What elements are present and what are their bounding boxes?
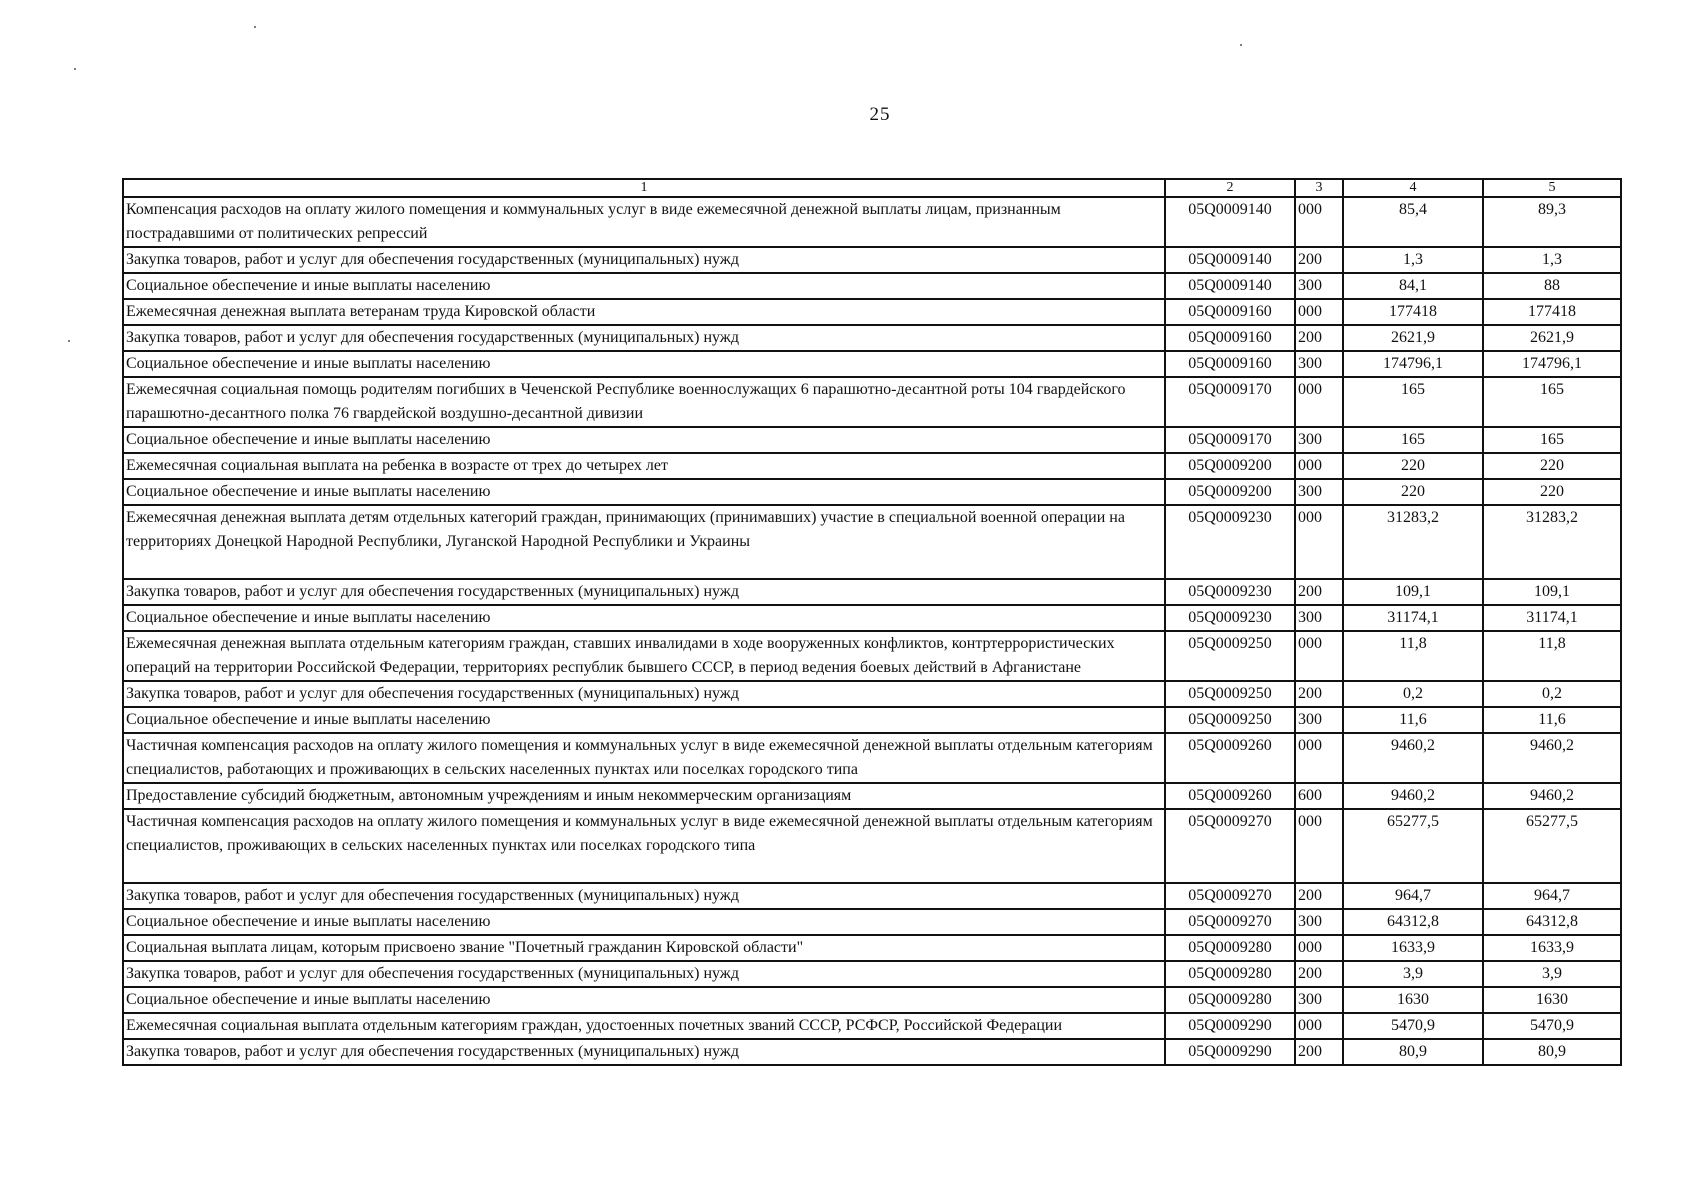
target-code-cell: 05Q0009200	[1165, 479, 1295, 505]
expense-type-cell: 300	[1295, 479, 1343, 505]
target-code-cell: 05Q0009260	[1165, 733, 1295, 783]
table-row	[123, 909, 1621, 935]
expense-type-cell: 200	[1295, 325, 1343, 351]
target-code-cell: 05Q0009140	[1165, 273, 1295, 299]
row-name-cell: Социальная выплата лицам, которым присвоено звание "Почетный гражданин Кировской области"	[123, 935, 1165, 961]
table-row	[123, 197, 1621, 247]
amount-year1-cell: 9460,2	[1343, 783, 1483, 809]
expense-type-cell: 300	[1295, 987, 1343, 1013]
table-row	[123, 505, 1621, 579]
target-code-cell: 05Q0009250	[1165, 631, 1295, 681]
table-row	[123, 681, 1621, 707]
table-row	[123, 605, 1621, 631]
table-row	[123, 351, 1621, 377]
target-code-cell: 05Q0009170	[1165, 377, 1295, 427]
target-code-cell: 05Q0009280	[1165, 935, 1295, 961]
row-name-cell: Компенсация расходов на оплату жилого помещения и коммунальных услуг в виде ежемесячной денежной выплаты лицам, признанным пострадавшими от политических репрессий	[123, 197, 1165, 247]
table-row	[123, 299, 1621, 325]
table-row	[123, 427, 1621, 453]
table-row	[123, 579, 1621, 605]
amount-year2-cell: 11,6	[1483, 707, 1621, 733]
amount-year1-cell: 11,6	[1343, 707, 1483, 733]
table-row	[123, 733, 1621, 783]
amount-year2-cell: 11,8	[1483, 631, 1621, 681]
amount-year2-cell: 109,1	[1483, 579, 1621, 605]
table-row	[123, 1013, 1621, 1039]
amount-year2-cell: 1633,9	[1483, 935, 1621, 961]
row-name-cell: Закупка товаров, работ и услуг для обеспечения государственных (муниципальных) нужд	[123, 883, 1165, 909]
target-code-cell: 05Q0009140	[1165, 247, 1295, 273]
amount-year1-cell: 64312,8	[1343, 909, 1483, 935]
row-name-cell: Закупка товаров, работ и услуг для обеспечения государственных (муниципальных) нужд	[123, 681, 1165, 707]
amount-year1-cell: 31283,2	[1343, 505, 1483, 579]
amount-year1-cell: 85,4	[1343, 197, 1483, 247]
amount-year1-cell: 220	[1343, 479, 1483, 505]
column-header: 2	[1165, 179, 1295, 197]
amount-year2-cell: 80,9	[1483, 1039, 1621, 1065]
row-name-cell: Ежемесячная денежная выплата ветеранам труда Кировской области	[123, 299, 1165, 325]
table-row	[123, 783, 1621, 809]
amount-year1-cell: 1630	[1343, 987, 1483, 1013]
table-row	[123, 707, 1621, 733]
target-code-cell: 05Q0009160	[1165, 325, 1295, 351]
column-header: 3	[1295, 179, 1343, 197]
row-name-cell: Социальное обеспечение и иные выплаты населению	[123, 479, 1165, 505]
row-name-cell: Ежемесячная социальная выплата отдельным категориям граждан, удостоенных почетных званий СССР, РСФСР, Российской Федерации	[123, 1013, 1165, 1039]
row-name-cell: Социальное обеспечение и иные выплаты населению	[123, 273, 1165, 299]
amount-year2-cell: 220	[1483, 453, 1621, 479]
expense-type-cell: 300	[1295, 273, 1343, 299]
amount-year1-cell: 84,1	[1343, 273, 1483, 299]
expense-type-cell: 300	[1295, 427, 1343, 453]
table-row	[123, 479, 1621, 505]
row-name-cell: Закупка товаров, работ и услуг для обеспечения государственных (муниципальных) нужд	[123, 1039, 1165, 1065]
expense-type-cell: 200	[1295, 681, 1343, 707]
expense-type-cell: 600	[1295, 783, 1343, 809]
row-name-cell: Социальное обеспечение и иные выплаты населению	[123, 427, 1165, 453]
amount-year2-cell: 65277,5	[1483, 809, 1621, 883]
amount-year2-cell: 3,9	[1483, 961, 1621, 987]
table-row	[123, 273, 1621, 299]
row-name-cell: Ежемесячная социальная помощь родителям погибших в Чеченской Республике военнослужащих 6 парашютно-десантной роты 104 гвардейского парашютно-десантного полка 76 гвардейской воздушно-десантной дивизии	[123, 377, 1165, 427]
row-name-cell: Социальное обеспечение и иные выплаты населению	[123, 707, 1165, 733]
target-code-cell: 05Q0009290	[1165, 1039, 1295, 1065]
column-header: 1	[123, 179, 1165, 197]
row-name-cell: Социальное обеспечение и иные выплаты населению	[123, 605, 1165, 631]
amount-year2-cell: 2621,9	[1483, 325, 1621, 351]
target-code-cell: 05Q0009230	[1165, 579, 1295, 605]
expense-type-cell: 300	[1295, 605, 1343, 631]
amount-year2-cell: 64312,8	[1483, 909, 1621, 935]
amount-year1-cell: 3,9	[1343, 961, 1483, 987]
expense-type-cell: 300	[1295, 909, 1343, 935]
budget-table	[122, 178, 1622, 1066]
row-name-cell: Закупка товаров, работ и услуг для обеспечения государственных (муниципальных) нужд	[123, 961, 1165, 987]
row-name-cell: Закупка товаров, работ и услуг для обеспечения государственных (муниципальных) нужд	[123, 325, 1165, 351]
scan-speck	[74, 68, 76, 70]
target-code-cell: 05Q0009270	[1165, 909, 1295, 935]
amount-year1-cell: 1,3	[1343, 247, 1483, 273]
amount-year2-cell: 964,7	[1483, 883, 1621, 909]
row-name-cell: Частичная компенсация расходов на оплату жилого помещения и коммунальных услуг в виде ежемесячной денежной выплаты отдельным категориям специалистов, проживающих в сельских населенных пунктах или поселках городского типа	[123, 809, 1165, 883]
amount-year2-cell: 174796,1	[1483, 351, 1621, 377]
expense-type-cell: 000	[1295, 377, 1343, 427]
scan-speck	[68, 340, 70, 342]
target-code-cell: 05Q0009160	[1165, 351, 1295, 377]
amount-year2-cell: 31283,2	[1483, 505, 1621, 579]
table-row	[123, 631, 1621, 681]
amount-year2-cell: 1,3	[1483, 247, 1621, 273]
target-code-cell: 05Q0009270	[1165, 883, 1295, 909]
amount-year1-cell: 0,2	[1343, 681, 1483, 707]
target-code-cell: 05Q0009250	[1165, 707, 1295, 733]
target-code-cell: 05Q0009170	[1165, 427, 1295, 453]
expense-type-cell: 200	[1295, 961, 1343, 987]
expense-type-cell: 300	[1295, 351, 1343, 377]
table-row	[123, 453, 1621, 479]
amount-year1-cell: 31174,1	[1343, 605, 1483, 631]
row-name-cell: Ежемесячная денежная выплата отдельным категориям граждан, ставших инвалидами в ходе вооруженных конфликтов, контртеррористических операций на территории Российской Федерации, территориях республик бывшего СССР, в период ведения боевых действий в Афганистане	[123, 631, 1165, 681]
expense-type-cell: 000	[1295, 733, 1343, 783]
row-name-cell: Частичная компенсация расходов на оплату жилого помещения и коммунальных услуг в виде ежемесячной денежной выплаты отдельным категориям специалистов, работающих и проживающих в сельских населенных пунктах или поселках городского типа	[123, 733, 1165, 783]
amount-year2-cell: 165	[1483, 377, 1621, 427]
column-header: 4	[1343, 179, 1483, 197]
expense-type-cell: 000	[1295, 197, 1343, 247]
table-row	[123, 247, 1621, 273]
amount-year1-cell: 165	[1343, 377, 1483, 427]
amount-year2-cell: 0,2	[1483, 681, 1621, 707]
target-code-cell: 05Q0009290	[1165, 1013, 1295, 1039]
expense-type-cell: 200	[1295, 247, 1343, 273]
amount-year2-cell: 31174,1	[1483, 605, 1621, 631]
row-name-cell: Социальное обеспечение и иные выплаты населению	[123, 351, 1165, 377]
target-code-cell: 05Q0009260	[1165, 783, 1295, 809]
expense-type-cell: 200	[1295, 579, 1343, 605]
target-code-cell: 05Q0009200	[1165, 453, 1295, 479]
table-row	[123, 883, 1621, 909]
target-code-cell: 05Q0009140	[1165, 197, 1295, 247]
amount-year1-cell: 2621,9	[1343, 325, 1483, 351]
table-row	[123, 377, 1621, 427]
amount-year1-cell: 11,8	[1343, 631, 1483, 681]
target-code-cell: 05Q0009160	[1165, 299, 1295, 325]
target-code-cell: 05Q0009250	[1165, 681, 1295, 707]
table-row	[123, 935, 1621, 961]
amount-year2-cell: 9460,2	[1483, 733, 1621, 783]
expense-type-cell: 000	[1295, 299, 1343, 325]
header-row	[123, 179, 1621, 197]
row-name-cell: Закупка товаров, работ и услуг для обеспечения государственных (муниципальных) нужд	[123, 247, 1165, 273]
amount-year2-cell: 89,3	[1483, 197, 1621, 247]
amount-year1-cell: 177418	[1343, 299, 1483, 325]
amount-year1-cell: 1633,9	[1343, 935, 1483, 961]
amount-year1-cell: 109,1	[1343, 579, 1483, 605]
row-name-cell: Предоставление субсидий бюджетным, автономным учреждениям и иным некоммерческим организациям	[123, 783, 1165, 809]
target-code-cell: 05Q0009270	[1165, 809, 1295, 883]
amount-year1-cell: 964,7	[1343, 883, 1483, 909]
amount-year1-cell: 80,9	[1343, 1039, 1483, 1065]
amount-year2-cell: 220	[1483, 479, 1621, 505]
amount-year2-cell: 9460,2	[1483, 783, 1621, 809]
amount-year2-cell: 177418	[1483, 299, 1621, 325]
expense-type-cell: 000	[1295, 631, 1343, 681]
scan-speck	[1240, 44, 1242, 46]
amount-year2-cell: 5470,9	[1483, 1013, 1621, 1039]
expense-type-cell: 000	[1295, 505, 1343, 579]
column-header: 5	[1483, 179, 1621, 197]
amount-year1-cell: 5470,9	[1343, 1013, 1483, 1039]
expense-type-cell: 300	[1295, 707, 1343, 733]
target-code-cell: 05Q0009280	[1165, 987, 1295, 1013]
amount-year1-cell: 165	[1343, 427, 1483, 453]
amount-year1-cell: 220	[1343, 453, 1483, 479]
target-code-cell: 05Q0009280	[1165, 961, 1295, 987]
row-name-cell: Социальное обеспечение и иные выплаты населению	[123, 909, 1165, 935]
table-row	[123, 809, 1621, 883]
table-row	[123, 961, 1621, 987]
row-name-cell: Закупка товаров, работ и услуг для обеспечения государственных (муниципальных) нужд	[123, 579, 1165, 605]
target-code-cell: 05Q0009230	[1165, 505, 1295, 579]
amount-year2-cell: 1630	[1483, 987, 1621, 1013]
amount-year1-cell: 65277,5	[1343, 809, 1483, 883]
table-body	[123, 197, 1621, 1065]
table-row	[123, 1039, 1621, 1065]
expense-type-cell: 000	[1295, 935, 1343, 961]
table-row	[123, 325, 1621, 351]
row-name-cell: Социальное обеспечение и иные выплаты населению	[123, 987, 1165, 1013]
expense-type-cell: 000	[1295, 809, 1343, 883]
row-name-cell: Ежемесячная денежная выплата детям отдельных категорий граждан, принимающих (принимавших) участие в специальной военной операции на территориях Донецкой Народной Республики, Луганской Народной Республики и Украины	[123, 505, 1165, 579]
amount-year1-cell: 9460,2	[1343, 733, 1483, 783]
table-row	[123, 987, 1621, 1013]
page-number: 25	[869, 104, 891, 125]
scan-speck	[254, 26, 256, 28]
amount-year2-cell: 165	[1483, 427, 1621, 453]
expense-type-cell: 000	[1295, 453, 1343, 479]
target-code-cell: 05Q0009230	[1165, 605, 1295, 631]
amount-year1-cell: 174796,1	[1343, 351, 1483, 377]
expense-type-cell: 200	[1295, 883, 1343, 909]
expense-type-cell: 200	[1295, 1039, 1343, 1065]
expense-type-cell: 000	[1295, 1013, 1343, 1039]
amount-year2-cell: 88	[1483, 273, 1621, 299]
row-name-cell: Ежемесячная социальная выплата на ребенка в возрасте от трех до четырех лет	[123, 453, 1165, 479]
